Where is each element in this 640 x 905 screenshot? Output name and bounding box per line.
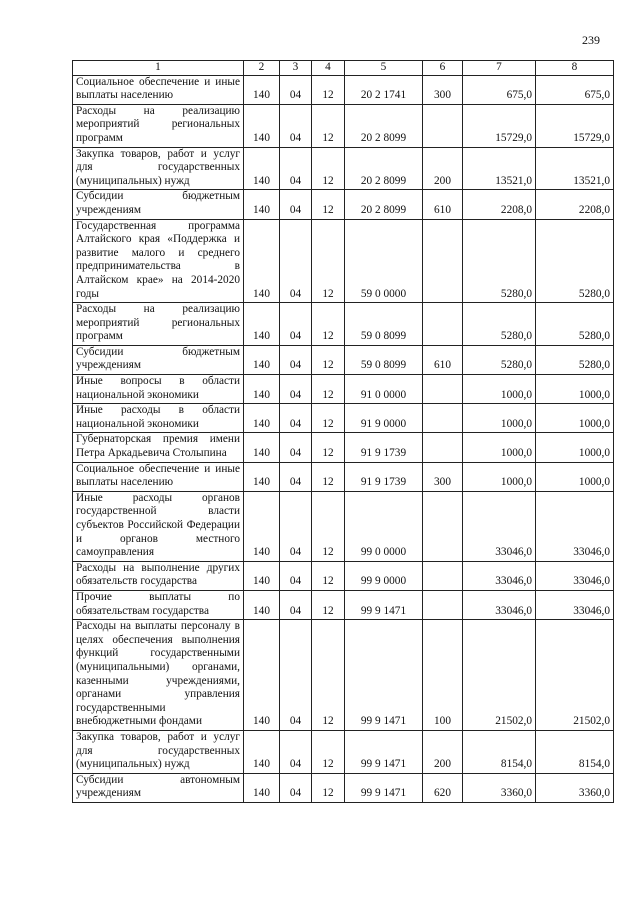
expense-type-code: 610	[423, 190, 463, 219]
target-article-code: 99 9 1471	[345, 773, 423, 802]
subsection-code: 12	[312, 620, 345, 731]
subsection-code: 12	[312, 773, 345, 802]
subsection-code: 12	[312, 303, 345, 346]
expense-name: Субсидии бюджетным учреждениям	[73, 345, 244, 374]
subsection-code: 12	[312, 491, 345, 561]
expense-name: Расходы на реализацию мероприятий региональных программ	[73, 104, 244, 147]
expense-type-code	[423, 433, 463, 462]
table-body	[73, 61, 614, 803]
target-article-code: 99 9 1471	[345, 590, 423, 619]
ministry-code: 140	[244, 590, 280, 619]
expense-type-code	[423, 561, 463, 590]
section-code: 04	[280, 303, 312, 346]
section-code: 04	[280, 561, 312, 590]
expense-name: Государственная программа Алтайского края «Поддержка и развитие малого и среднего предпринимательства в Алтайском крае» на 2014-2020 годы	[73, 219, 244, 303]
ministry-code: 140	[244, 219, 280, 303]
amount-col-8: 1000,0	[536, 462, 614, 491]
amount-col-8: 5280,0	[536, 345, 614, 374]
section-code: 04	[280, 345, 312, 374]
amount-col-8: 5280,0	[536, 303, 614, 346]
subsection-code: 12	[312, 375, 345, 404]
table-row	[73, 561, 614, 590]
expense-type-code	[423, 491, 463, 561]
amount-col-7: 33046,0	[463, 491, 536, 561]
ministry-code: 140	[244, 433, 280, 462]
target-article-code: 59 0 0000	[345, 219, 423, 303]
column-number: 1	[73, 61, 244, 76]
subsection-code: 12	[312, 104, 345, 147]
table-row	[73, 75, 614, 104]
amount-col-8: 33046,0	[536, 491, 614, 561]
subsection-code: 12	[312, 219, 345, 303]
section-code: 04	[280, 375, 312, 404]
amount-col-7: 1000,0	[463, 433, 536, 462]
table-row	[73, 730, 614, 773]
expense-name: Расходы на выполнение других обязательств государства	[73, 561, 244, 590]
table-row	[73, 462, 614, 491]
expense-type-code: 300	[423, 75, 463, 104]
amount-col-7: 1000,0	[463, 404, 536, 433]
section-code: 04	[280, 147, 312, 190]
expense-name: Расходы на выплаты персоналу в целях обеспечения выполнения функций государственными (муниципальными) органами, казенными учреждениями, органами управления государственными внебюджетными фондами	[73, 620, 244, 731]
section-code: 04	[280, 219, 312, 303]
subsection-code: 12	[312, 462, 345, 491]
expense-name: Субсидии автономным учреждениям	[73, 773, 244, 802]
expense-type-code: 200	[423, 147, 463, 190]
amount-col-8: 1000,0	[536, 433, 614, 462]
column-number: 3	[280, 61, 312, 76]
amount-col-7: 2208,0	[463, 190, 536, 219]
amount-col-8: 1000,0	[536, 404, 614, 433]
expense-type-code: 100	[423, 620, 463, 731]
ministry-code: 140	[244, 773, 280, 802]
section-code: 04	[280, 433, 312, 462]
expense-type-code	[423, 404, 463, 433]
subsection-code: 12	[312, 147, 345, 190]
target-article-code: 91 9 0000	[345, 404, 423, 433]
amount-col-7: 1000,0	[463, 462, 536, 491]
expense-name: Иные вопросы в области национальной экономики	[73, 375, 244, 404]
target-article-code: 20 2 8099	[345, 190, 423, 219]
ministry-code: 140	[244, 75, 280, 104]
expense-name: Закупка товаров, работ и услуг для государственных (муниципальных) нужд	[73, 147, 244, 190]
table-row	[73, 620, 614, 731]
table-row	[73, 590, 614, 619]
amount-col-8: 2208,0	[536, 190, 614, 219]
expense-name: Губернаторская премия имени Петра Аркадьевича Столыпина	[73, 433, 244, 462]
amount-col-7: 13521,0	[463, 147, 536, 190]
column-number: 4	[312, 61, 345, 76]
expense-name: Иные расходы органов государственной власти субъектов Российской Федерации и органов местного самоуправления	[73, 491, 244, 561]
amount-col-7: 8154,0	[463, 730, 536, 773]
expense-type-code	[423, 219, 463, 303]
table-row	[73, 433, 614, 462]
table-row	[73, 190, 614, 219]
amount-col-7: 33046,0	[463, 561, 536, 590]
target-article-code: 59 0 8099	[345, 345, 423, 374]
target-article-code: 20 2 8099	[345, 104, 423, 147]
table-row	[73, 104, 614, 147]
expense-type-code: 610	[423, 345, 463, 374]
target-article-code: 99 9 1471	[345, 620, 423, 731]
amount-col-7: 3360,0	[463, 773, 536, 802]
amount-col-8: 675,0	[536, 75, 614, 104]
target-article-code: 99 9 1471	[345, 730, 423, 773]
amount-col-8: 13521,0	[536, 147, 614, 190]
target-article-code: 20 2 8099	[345, 147, 423, 190]
section-code: 04	[280, 75, 312, 104]
ministry-code: 140	[244, 730, 280, 773]
table-row	[73, 491, 614, 561]
ministry-code: 140	[244, 104, 280, 147]
amount-col-8: 21502,0	[536, 620, 614, 731]
amount-col-7: 33046,0	[463, 590, 536, 619]
expense-type-code	[423, 104, 463, 147]
section-code: 04	[280, 620, 312, 731]
expense-name: Социальное обеспечение и иные выплаты населению	[73, 75, 244, 104]
column-number: 7	[463, 61, 536, 76]
amount-col-7: 21502,0	[463, 620, 536, 731]
section-code: 04	[280, 773, 312, 802]
expense-type-code	[423, 590, 463, 619]
subsection-code: 12	[312, 730, 345, 773]
expense-name: Расходы на реализацию мероприятий региональных программ	[73, 303, 244, 346]
table-row	[73, 375, 614, 404]
subsection-code: 12	[312, 433, 345, 462]
column-number-row	[73, 61, 614, 76]
table-row	[73, 303, 614, 346]
amount-col-7: 5280,0	[463, 219, 536, 303]
table-row	[73, 404, 614, 433]
amount-col-8: 15729,0	[536, 104, 614, 147]
expense-name: Иные расходы в области национальной экономики	[73, 404, 244, 433]
expense-name: Прочие выплаты по обязательствам государства	[73, 590, 244, 619]
section-code: 04	[280, 730, 312, 773]
ministry-code: 140	[244, 561, 280, 590]
expense-name: Субсидии бюджетным учреждениям	[73, 190, 244, 219]
target-article-code: 91 9 1739	[345, 462, 423, 491]
subsection-code: 12	[312, 75, 345, 104]
table-row	[73, 147, 614, 190]
table-row	[73, 345, 614, 374]
ministry-code: 140	[244, 462, 280, 491]
section-code: 04	[280, 104, 312, 147]
expense-type-code	[423, 375, 463, 404]
subsection-code: 12	[312, 345, 345, 374]
expense-type-code: 300	[423, 462, 463, 491]
section-code: 04	[280, 491, 312, 561]
expense-type-code	[423, 303, 463, 346]
budget-table	[72, 60, 614, 803]
subsection-code: 12	[312, 190, 345, 219]
amount-col-8: 33046,0	[536, 561, 614, 590]
section-code: 04	[280, 462, 312, 491]
section-code: 04	[280, 590, 312, 619]
column-number: 6	[423, 61, 463, 76]
page-number: 239	[582, 33, 600, 47]
amount-col-7: 5280,0	[463, 345, 536, 374]
expense-name: Социальное обеспечение и иные выплаты населению	[73, 462, 244, 491]
section-code: 04	[280, 190, 312, 219]
amount-col-8: 5280,0	[536, 219, 614, 303]
amount-col-8: 8154,0	[536, 730, 614, 773]
ministry-code: 140	[244, 190, 280, 219]
section-code: 04	[280, 404, 312, 433]
target-article-code: 99 0 0000	[345, 491, 423, 561]
column-number: 2	[244, 61, 280, 76]
amount-col-8: 33046,0	[536, 590, 614, 619]
ministry-code: 140	[244, 404, 280, 433]
amount-col-7: 15729,0	[463, 104, 536, 147]
amount-col-8: 1000,0	[536, 375, 614, 404]
ministry-code: 140	[244, 375, 280, 404]
amount-col-7: 5280,0	[463, 303, 536, 346]
target-article-code: 91 0 0000	[345, 375, 423, 404]
column-number: 8	[536, 61, 614, 76]
column-number: 5	[345, 61, 423, 76]
subsection-code: 12	[312, 590, 345, 619]
amount-col-7: 1000,0	[463, 375, 536, 404]
ministry-code: 140	[244, 303, 280, 346]
target-article-code: 91 9 1739	[345, 433, 423, 462]
ministry-code: 140	[244, 345, 280, 374]
target-article-code: 59 0 8099	[345, 303, 423, 346]
target-article-code: 20 2 1741	[345, 75, 423, 104]
ministry-code: 140	[244, 147, 280, 190]
amount-col-7: 675,0	[463, 75, 536, 104]
expense-name: Закупка товаров, работ и услуг для государственных (муниципальных) нужд	[73, 730, 244, 773]
amount-col-8: 3360,0	[536, 773, 614, 802]
subsection-code: 12	[312, 404, 345, 433]
ministry-code: 140	[244, 491, 280, 561]
expense-type-code: 620	[423, 773, 463, 802]
table-row	[73, 773, 614, 802]
subsection-code: 12	[312, 561, 345, 590]
ministry-code: 140	[244, 620, 280, 731]
table-row	[73, 219, 614, 303]
target-article-code: 99 9 0000	[345, 561, 423, 590]
expense-type-code: 200	[423, 730, 463, 773]
